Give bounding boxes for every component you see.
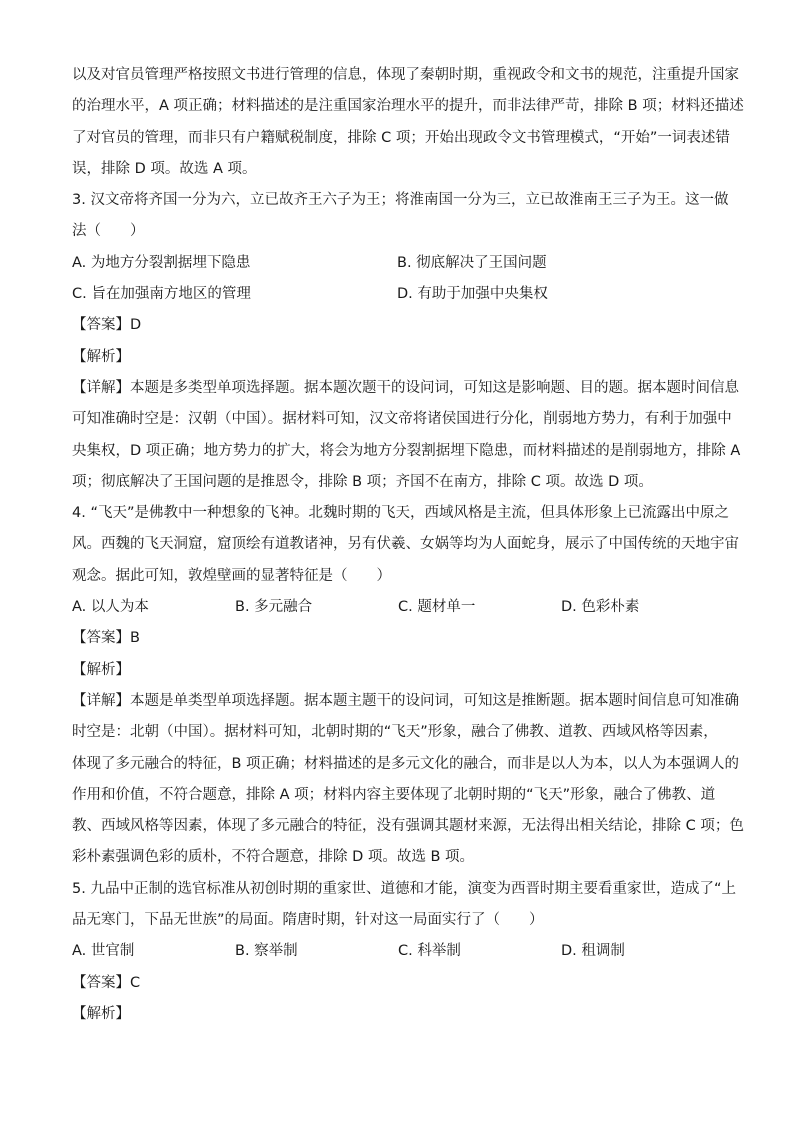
option-c: C. 旨在加强南方地区的管理	[72, 286, 251, 303]
detail-line: 可知准确时空是：汉朝（中国）。据材料可知，汉文帝将诸侯国进行分化，削弱地方势力，有利于加强中	[72, 411, 732, 428]
question-stem-line: 品无寒门，下品无世族”的局面。隋唐时期，针对这一局面实行了（ ）	[72, 912, 544, 929]
question-4	[72, 498, 744, 874]
option-a: A. 世官制	[72, 943, 135, 960]
detail-line: 【详解】本题是多类型单项选择题。据本题次题干的设问词，可知这是影响题、目的题。据本题时间信息	[72, 379, 739, 396]
options-row	[72, 592, 724, 623]
option-c: C. 题材单一	[398, 599, 476, 616]
detail-line: 【详解】本题是单类型单项选择题。据本题主题干的设问词，可知这是推断题。据本题时间信息可知准确	[72, 692, 739, 709]
question-5	[72, 874, 736, 1030]
question-stem-line: 5. 九品中正制的选官标准从初创时期的重家世、道德和才能，演变为西晋时期主要看重家世，造成了“上	[72, 880, 736, 897]
options-row	[72, 248, 724, 279]
answer-label: 【答案】D	[72, 317, 142, 334]
question-stem-line: 风。西魏的飞天洞窟，窟顶绘有道教诸神，另有伏羲、女娲等均为人面蛇身，展示了中国传统的天地宇宙	[72, 536, 739, 553]
option-b: B. 察举制	[235, 943, 298, 960]
text-line: 的治理水平，A 项正确；材料描述的是注重国家治理水平的提升，而非法律严苛，排除 B 项；材料还描述	[72, 98, 744, 115]
analysis-label: 【解析】	[72, 1005, 130, 1022]
option-c: C. 科举制	[398, 943, 461, 960]
question-stem-line: 4. “飞天”是佛教中一种想象的飞神。北魏时期的飞天，西域风格是主流，但具体形象上已流露出中原之	[72, 505, 729, 522]
question-stem-line: 3. 汉文帝将齐国一分为六，立已故齐王六子为王；将淮南国一分为三，立已故淮南王三子为王。这一做	[72, 192, 729, 209]
answer-label: 【答案】C	[72, 974, 141, 991]
text-line: 误，排除 D 项。故选 A 项。	[72, 160, 257, 177]
option-d: D. 租调制	[561, 943, 625, 960]
document-page	[72, 60, 744, 1030]
prev-answer-continuation	[72, 60, 744, 185]
detail-line: 教、西域风格等因素，体现了多元融合的特征，没有强调其题材来源，无法得出相关结论，排除 C 项；色	[72, 818, 744, 835]
analysis-label: 【解析】	[72, 348, 130, 365]
option-a: A. 为地方分裂割据埋下隐患	[72, 254, 251, 271]
option-b: B. 彻底解决了王国问题	[397, 254, 547, 271]
options-row	[72, 279, 724, 310]
option-a: A. 以人为本	[72, 599, 149, 616]
analysis-label: 【解析】	[72, 661, 130, 678]
detail-line: 央集权，D 项正确；地方势力的扩大，将会为地方分裂割据埋下隐患，而材料描述的是削弱地方，排除 A	[72, 442, 741, 459]
options-row	[72, 936, 724, 967]
detail-line: 彩朴素强调色彩的质朴，不符合题意，排除 D 项。故选 B 项。	[72, 849, 475, 866]
detail-line: 体现了多元融合的特征，B 项正确；材料描述的是多元文化的融合，而非是以人为本，以人为本强调人的	[72, 755, 740, 772]
question-3	[72, 185, 741, 498]
question-stem-line: 观念。据此可知，敦煌壁画的显著特征是（ ）	[72, 567, 391, 584]
option-d: D. 色彩朴素	[561, 599, 640, 616]
option-d: D. 有助于加强中央集权	[397, 286, 548, 303]
detail-line: 作用和价值，不符合题意，排除 A 项；材料内容主要体现了北朝时期的“飞天”形象，融合了佛教、道	[72, 786, 716, 803]
text-line: 以及对官员管理严格按照文书进行管理的信息，体现了秦朝时期，重视政令和文书的规范，注重提升国家	[72, 67, 739, 83]
question-stem-line: 法（ ）	[72, 223, 145, 240]
answer-label: 【答案】B	[72, 630, 140, 647]
detail-line: 时空是：北朝（中国）。据材料可知，北朝时期的“飞天”形象，融合了佛教、道教、西域风格等因素，	[72, 724, 718, 741]
detail-line: 项；彻底解决了王国问题的是推恩令，排除 B 项；齐国不在南方，排除 C 项。故选 D 项。	[72, 473, 653, 490]
text-line: 了对官员的管理，而非只有户籍赋税制度，排除 C 项；开始出现政令文书管理模式，“开始”一词表述错	[72, 129, 730, 146]
option-b: B. 多元融合	[235, 599, 313, 616]
